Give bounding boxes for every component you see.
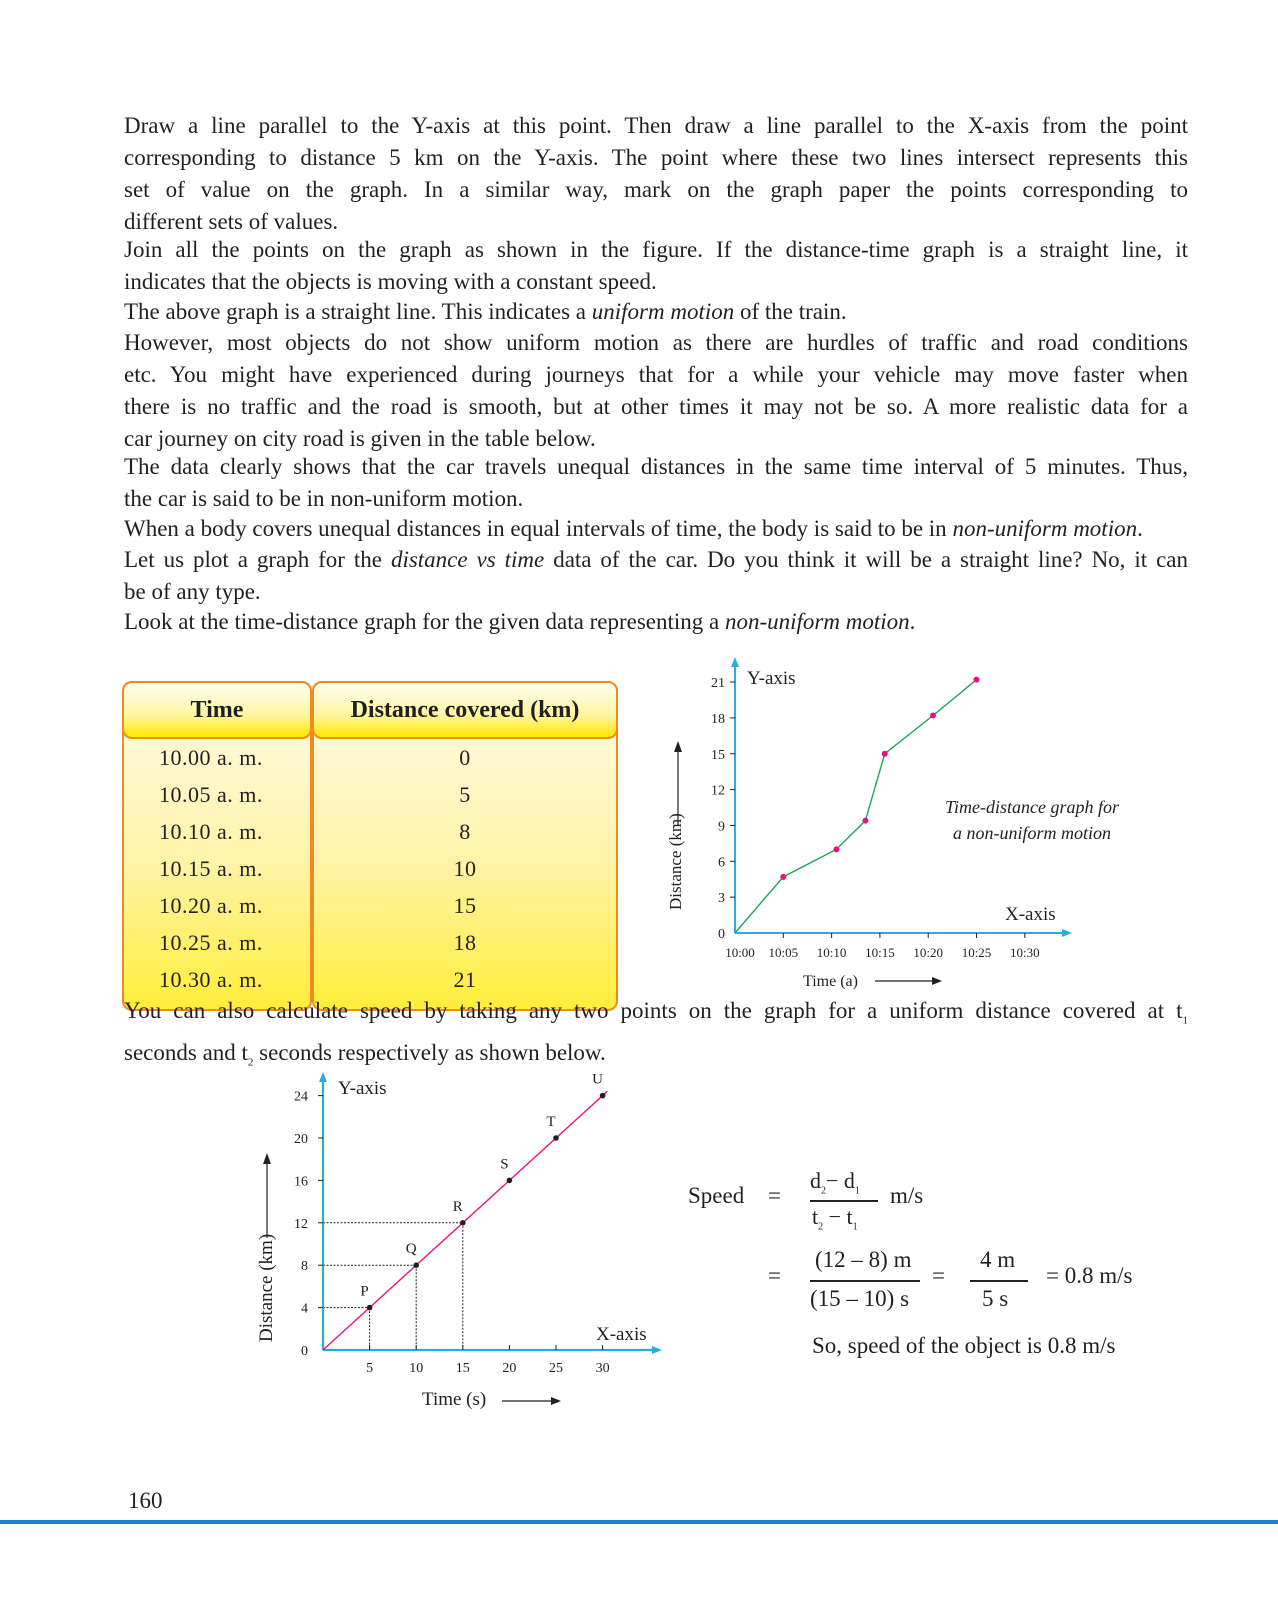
symbol-t: t [812, 1204, 819, 1229]
step3-numerator: 4 m [980, 1247, 1016, 1272]
y-axis-arrow-icon [731, 657, 739, 667]
chart1-x-tick-label: 10:15 [865, 945, 895, 960]
text-line: there is no traffic and the road is smooth, but at other times it may not be so. A more realistic data for a [124, 394, 1188, 419]
step3-denominator: 5 s [982, 1286, 1009, 1311]
chart2-y-tick-label: 0 [301, 1344, 308, 1359]
table-cell-time: 10.30 a. m. [159, 966, 263, 992]
chart1-y-tick-label: 6 [718, 855, 725, 871]
text-span: When a body covers unequal distances in equal intervals of time, the body is said to be in [124, 516, 953, 541]
chart2-x-tick-label: 5 [366, 1361, 374, 1376]
term-non-uniform-motion: non-uniform motion [724, 609, 910, 634]
chart1-x-tick-label: 10:30 [1009, 945, 1040, 960]
page-number: 160 [128, 1488, 163, 1513]
chart1-y-label-arrow [674, 741, 682, 825]
chart2-y-tick-label: 16 [294, 1174, 308, 1190]
equals-sign: = [768, 1263, 781, 1288]
chart2-y-tick-label: 4 [301, 1301, 308, 1317]
chart1-x-tick-label: 10:00 [725, 945, 755, 960]
chart2-y-label: Distance (km) [256, 1233, 277, 1342]
chart1-ticks [711, 676, 1040, 960]
chart2-point-label: R [452, 1198, 463, 1215]
subscript: 2 [247, 1056, 254, 1069]
chart2-series-line [323, 1091, 607, 1350]
chart2-y-axis-name: Y-axis [338, 1078, 387, 1099]
table-cell-distance: 18 [453, 929, 477, 955]
chart2-y-tick-label: 24 [294, 1089, 308, 1105]
table-cell-time: 10.05 a. m. [159, 781, 263, 807]
text-line: set of value on the graph. In a similar way, mark on the graph paper the points corresponding to [124, 177, 1188, 202]
table-header-time: Time [122, 681, 312, 739]
chart1-x-label-arrow [875, 977, 942, 985]
table-cell-distance: 10 [453, 855, 477, 881]
time-distance-table [122, 681, 618, 1011]
equals-sign: = [768, 1183, 781, 1208]
term-distance-vs-time: distance vs time [390, 547, 545, 572]
table-cell-time: 10.20 a. m. [159, 892, 263, 918]
term-uniform-motion: uniform motion [591, 299, 735, 324]
chart1-data-point [862, 818, 868, 824]
subscript: 1 [854, 1185, 860, 1197]
text-line: the car is said to be in non-uniform motion. [124, 486, 524, 511]
chart1-y-tick-label: 12 [711, 783, 725, 799]
chart2-y-label-arrow [263, 1153, 271, 1238]
table-cell-time: 10.00 a. m. [159, 744, 263, 770]
table-column-time [122, 681, 312, 1011]
text-span: of the train. [734, 299, 847, 324]
chart1-data-point [882, 751, 888, 757]
chart1-y-tick-label: 0 [718, 927, 725, 942]
paragraph-look-at-graph [124, 606, 1188, 638]
chart2-data-point [507, 1178, 513, 1184]
chart2-data-point [600, 1093, 606, 1099]
text-span: data of the car. Do you think it will be a straight line? No, it can [544, 547, 1189, 572]
text-span: seconds respectively as shown below. [253, 1039, 606, 1065]
table-cell-distance: 5 [459, 781, 471, 807]
chart2-point-label: S [500, 1156, 509, 1173]
chart1-data-point [780, 874, 786, 880]
page-bottom-rule [0, 1520, 1278, 1524]
chart1-data-point [930, 713, 936, 719]
formula-denominator [812, 1204, 858, 1232]
speed-conclusion: So, speed of the object is 0.8 m/s [812, 1333, 1116, 1358]
x-axis-arrow-icon [652, 1346, 662, 1354]
chart2-point-label: T [546, 1114, 556, 1130]
paragraph-join-points [124, 234, 1188, 298]
table-header-distance: Distance covered (km) [312, 681, 618, 739]
chart2-point-label: Q [405, 1241, 417, 1258]
chart2-x-tick-label: 25 [549, 1361, 563, 1376]
text-line: The data clearly shows that the car travels unequal distances in the same time interval of 5 minutes. Thus, [124, 454, 1188, 479]
chart2-x-tick-label: 10 [409, 1361, 424, 1376]
speed-unit: m/s [890, 1183, 924, 1208]
text-span: seconds and t [124, 1039, 248, 1065]
chart2-point-label: P [360, 1283, 369, 1300]
text-line: corresponding to distance 5 km on the Y-axis. The point where these two lines intersect represents this [124, 145, 1188, 170]
table-cell-time: 10.10 a. m. [159, 818, 263, 844]
text-span: You can also calculate speed by taking any two points on the graph for a uniform distance covered at t [124, 998, 1183, 1023]
text-span: . [1137, 516, 1143, 541]
chart2-x-tick-label: 30 [595, 1361, 610, 1376]
fraction-bar [970, 1280, 1028, 1282]
table-cell-time: 10.15 a. m. [159, 855, 263, 881]
chart2-series [323, 1072, 607, 1350]
text-line: different sets of values. [124, 209, 339, 234]
table-cell-distance: 21 [453, 966, 477, 992]
speed-label: Speed [688, 1183, 745, 1208]
step2-numerator: (12 – 8) m [815, 1247, 912, 1272]
paragraph-plot-instructions [124, 110, 1188, 238]
table-cells-distance [314, 739, 616, 998]
chart2-axes [319, 1072, 662, 1354]
text-span: Look at the time-distance graph for the given data representing a [124, 609, 725, 634]
paragraph-definition [124, 513, 1188, 545]
text-line: etc. You might have experienced during journeys that for a while your vehicle may move faster when [124, 362, 1188, 387]
text-line: Draw a line parallel to the Y-axis at this point. Then draw a line parallel to the X-axis from the point [124, 113, 1188, 138]
chart2-data-point [553, 1135, 559, 1141]
chart1-series-line [735, 680, 977, 933]
table-cell-distance: 15 [453, 892, 477, 918]
chart2-x-label: Time (s) [422, 1389, 487, 1410]
text-line [124, 544, 1188, 576]
text-line: However, most objects do not show uniform motion as there are hurdles of traffic and road conditions [124, 330, 1188, 355]
chart2-y-tick-label: 12 [294, 1216, 308, 1232]
chart1-y-tick-label: 15 [711, 747, 725, 763]
chart1-y-tick-label: 3 [718, 891, 725, 907]
text-line: indicates that the objects is moving with a constant speed. [124, 269, 657, 294]
paragraph-non-uniform-intro [124, 327, 1188, 455]
chart2-x-label-arrow [502, 1397, 561, 1405]
chart1-y-axis-name: Y-axis [747, 668, 796, 689]
subscript: 1 [1182, 1014, 1188, 1027]
chart1-x-axis-name: X-axis [1005, 904, 1056, 925]
table-cell-time: 10.25 a. m. [159, 929, 263, 955]
term-non-uniform-motion: non-uniform motion [952, 516, 1138, 541]
chart1-x-tick-label: 10:05 [768, 945, 799, 960]
chart2-data-point [413, 1262, 419, 1268]
text-line: Join all the points on the graph as shown in the figure. If the distance-time graph is a straight line, it [124, 237, 1188, 262]
chart2-data-point [367, 1305, 373, 1311]
chart1-data-point [974, 677, 980, 683]
formula-numerator [810, 1168, 860, 1196]
chart1-x-tick-label: 10:10 [816, 945, 847, 960]
chart1-caption-line1: Time-distance graph for [945, 797, 1119, 817]
text-span: The above graph is a straight line. This indicates a [124, 299, 592, 324]
paragraph-calculate-speed [124, 995, 1188, 1078]
chart1-y-tick-label: 9 [718, 819, 725, 835]
chart1-x-label: Time (a) [803, 973, 858, 990]
equals-sign: = [932, 1263, 945, 1288]
chart-uniform-motion [250, 1070, 680, 1450]
step2-denominator: (15 – 10) s [810, 1286, 910, 1311]
x-axis-arrow-icon [1062, 929, 1072, 937]
chart2-point-label: U [592, 1071, 604, 1088]
chart2-x-tick-label: 15 [455, 1361, 470, 1376]
fraction-bar [810, 1200, 878, 1202]
speed-result: = 0.8 m/s [1046, 1263, 1133, 1288]
table-cell-distance: 0 [459, 744, 471, 770]
paragraph-uniform-motion [124, 296, 1188, 328]
text-span: . [909, 609, 916, 634]
subscript: 2 [818, 1221, 824, 1233]
chart2-y-tick-label: 8 [301, 1259, 308, 1275]
paragraph-plot-question [124, 544, 1188, 608]
chart2-x-axis-name: X-axis [596, 1324, 647, 1345]
subscript: 1 [852, 1221, 858, 1233]
y-axis-arrow-icon [319, 1072, 327, 1082]
subscript: 2 [821, 1185, 826, 1197]
text-span: Let us plot a graph for the [124, 547, 391, 572]
minus-sign: − [828, 1204, 842, 1229]
table-cells-time [124, 739, 310, 998]
chart1-y-tick-label: 18 [711, 711, 725, 727]
text-line: be of any type. [124, 579, 261, 604]
fraction-bar [810, 1280, 920, 1282]
chart1-y-tick-label: 21 [711, 676, 725, 692]
chart2-x-tick-label: 20 [502, 1361, 517, 1376]
table-cell-distance: 8 [459, 818, 471, 844]
minus-sign: − [826, 1168, 839, 1193]
table-column-distance [312, 681, 618, 1011]
chart-non-uniform-motion [660, 655, 1140, 1005]
chart1-data-point [833, 846, 839, 852]
chart2-data-point [460, 1220, 466, 1226]
chart1-x-tick-label: 10:20 [913, 945, 944, 960]
chart1-caption-line2: a non-uniform motion [952, 823, 1112, 843]
symbol-d: d [843, 1168, 855, 1193]
text-line: car journey on city road is given in the table below. [124, 426, 596, 451]
chart1-series [735, 677, 980, 933]
text-line [124, 995, 1188, 1037]
symbol-t: t [846, 1204, 853, 1229]
chart1-x-tick-label: 10:25 [961, 945, 992, 960]
symbol-d: d [810, 1168, 821, 1193]
chart2-y-tick-label: 20 [294, 1132, 308, 1147]
chart1-y-label: Distance (km) [666, 813, 685, 910]
paragraph-data-shows [124, 451, 1188, 515]
